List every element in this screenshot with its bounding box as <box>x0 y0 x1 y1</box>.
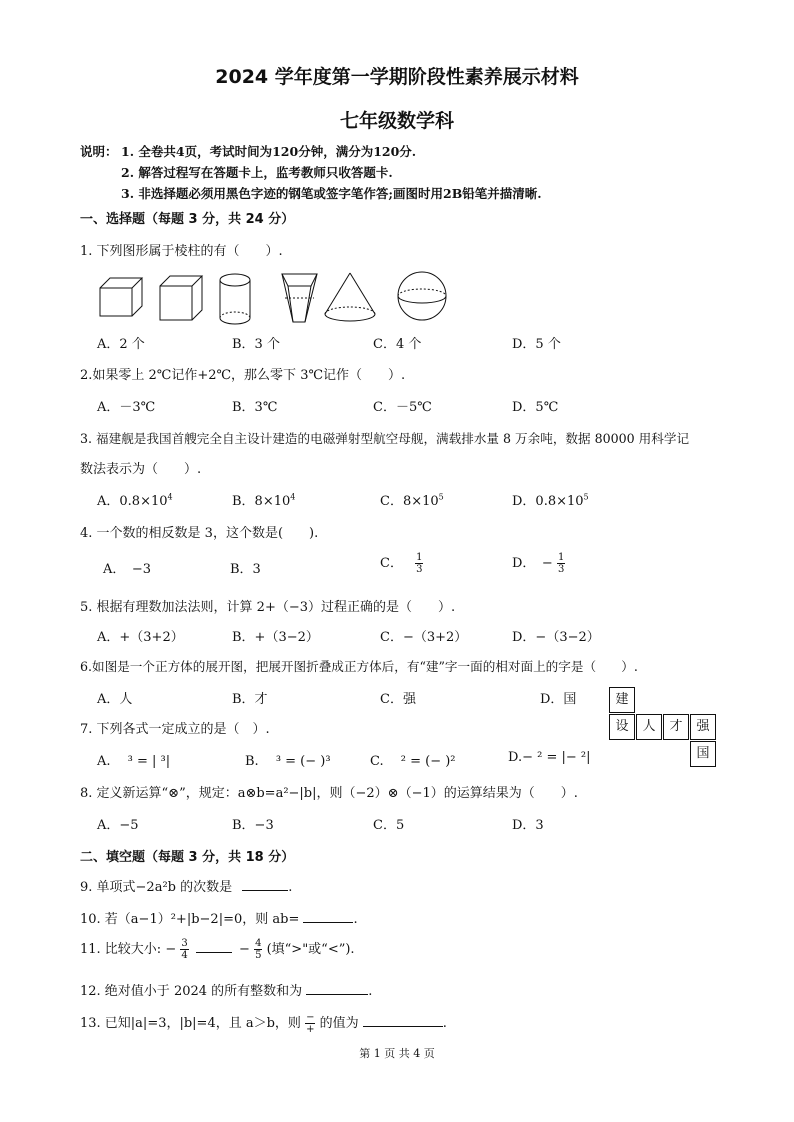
q11-f2-num: 4 <box>255 938 262 949</box>
question-6: 6.如图是一个正方体的展开图，把展开图折叠成正方体后，有“建”字一面的相对面上的字是（ ）. <box>80 659 638 674</box>
q3-option-a-exp: 4 <box>167 492 173 502</box>
q6-option-b: B．才 <box>232 692 268 707</box>
q3-option-d <box>512 490 589 509</box>
question-3-line-2: 数法表示为（ ）. <box>80 462 202 477</box>
q3-option-b-base: B．8×10 <box>232 494 291 509</box>
q4-option-c-fraction <box>415 552 423 575</box>
q7-option-a: A. ³ = | ³| <box>97 754 171 769</box>
q4-option-c-label: C． <box>380 556 403 571</box>
q11-fraction-1 <box>180 938 188 961</box>
cuboid-icon <box>100 278 142 316</box>
q3-option-c-exp: 5 <box>438 492 444 502</box>
question-3-line-1: 3. 福建舰是我国首艘完全自主设计建造的电磁弹射型航空母舰，满载排水量 8 万余吨，数据 80000 用科学记 <box>80 431 690 446</box>
question-12: 12. 绝对值小于 2024 的所有整数和为 . <box>80 984 373 999</box>
cylinder-icon <box>220 274 250 324</box>
question-13: 13. 已知|a|=3，|b|=4，且 a＞b，则 $\frac{-}{+}$ 的值为 . <box>80 1012 447 1035</box>
net-cell-cai: 才 <box>663 714 689 740</box>
q4-d-numerator: 1 <box>557 552 565 563</box>
q5-option-a: A．+（3+2） <box>97 630 184 645</box>
page-footer: 第 1 页 共 4 页 <box>359 1047 435 1060</box>
q10-answer-blank <box>303 910 353 923</box>
q12-answer-blank <box>306 982 368 995</box>
q8-option-b: B．−3 <box>232 818 274 833</box>
q3-option-a <box>97 490 173 509</box>
instruction-line-3: 3. 非选择题必须用黑色字迹的钢笔或签字笔作答;画图时用2B铅笔并描清晰. <box>121 186 542 201</box>
q4-c-numerator: 1 <box>416 552 423 563</box>
frustum-icon <box>282 274 317 322</box>
q11-answer-blank <box>196 940 232 953</box>
q1-option-b: B．3 个 <box>232 337 280 352</box>
q11-f1-den: 4 <box>181 950 188 961</box>
q1-option-a: A．2 个 <box>97 337 145 352</box>
question-9: 9. 单项式−2a²b 的次数是 . <box>80 880 293 895</box>
q11-prefix: 11. 比较大小: − <box>80 942 177 957</box>
instructions-label: 说明： <box>80 144 118 159</box>
section-heading-fill: 二、填空题（每题 3 分，共 18 分） <box>80 850 295 865</box>
q3-option-c <box>380 490 444 509</box>
q3-option-d-exp: 5 <box>583 492 589 502</box>
exam-title: 2024 学年度第一学期阶段性素养展示材料 <box>215 66 579 88</box>
q7-option-c: C. ² = (− )² <box>370 754 456 769</box>
question-10-text: 10. 若（a−1）²+|b−2|=0，则 ab= <box>80 912 300 927</box>
instruction-line-2: 2. 解答过程写在答题卡上，监考教师只收答题卡. <box>121 165 393 180</box>
question-9-text: 9. 单项式−2a²b 的次数是 <box>80 880 233 895</box>
q2-option-d: D．5℃ <box>512 400 559 415</box>
q3-option-c-base: C．8×10 <box>380 494 439 509</box>
q4-option-a: A． −3 <box>103 562 152 577</box>
q8-option-a: A．−5 <box>97 818 139 833</box>
subject-title: 七年级数学科 <box>339 110 454 132</box>
q11-f1-num: 3 <box>181 938 188 949</box>
q2-option-c: C．－5℃ <box>373 400 432 415</box>
question-1: 1. 下列图形属于棱柱的有（ ）. <box>80 244 283 259</box>
section-heading-choice: 一、选择题（每题 3 分，共 24 分） <box>80 212 295 227</box>
q13-f-num: − <box>306 1012 315 1023</box>
q8-option-d: D．3 <box>512 818 544 833</box>
question-4: 4. 一个数的相反数是 3，这个数是( ). <box>80 526 319 541</box>
question-7: 7. 下列各式一定成立的是（ ）. <box>80 722 270 737</box>
q1-option-c: C．4 个 <box>373 337 422 352</box>
q3-option-b-exp: 4 <box>290 492 296 502</box>
q3-option-d-base: D．0.8×10 <box>512 494 584 509</box>
q5-option-b: B．+（3−2） <box>232 630 319 645</box>
net-cell-qiang: 强 <box>690 714 716 740</box>
q11-fraction-2 <box>254 938 262 961</box>
q1-option-d: D．5 个 <box>512 337 561 352</box>
q13-answer-blank <box>363 1014 443 1027</box>
q3-option-a-base: A．0.8×10 <box>97 494 168 509</box>
q11-f2-den: 5 <box>255 950 262 961</box>
q4-option-d-label: D． − <box>512 556 553 571</box>
instruction-line-1: 1. 全卷共4页，考试时间为120分钟，满分为120分. <box>121 144 417 159</box>
question-8: 8. 定义新运算“⊗”，规定：a⊗b=a²−|b|，则（−2）⊗（−1）的运算结果为（ ）. <box>80 786 578 801</box>
q13-prefix: 13. 已知|a|=3，|b|=4，且 a＞b，则 <box>80 1016 301 1031</box>
q2-option-b: B．3℃ <box>232 400 278 415</box>
q9-answer-blank <box>242 878 288 891</box>
q3-option-b <box>232 490 295 509</box>
q13-suffix: 的值为 <box>319 1016 359 1031</box>
q4-option-c <box>380 552 423 575</box>
q4-c-denominator: 3 <box>416 564 423 575</box>
q7-option-d: D.− ² = |− ²| <box>508 750 591 765</box>
cube-icon <box>160 276 202 320</box>
net-cell-guo: 国 <box>690 741 716 767</box>
q6-option-d: D．国 <box>540 692 577 707</box>
sphere-icon <box>398 272 446 320</box>
question-2: 2.如果零上 2℃记作+2℃，那么零下 3℃记作（ ）. <box>80 368 406 383</box>
q11-suffix: (填“>"或“<”). <box>266 942 355 957</box>
question-11 <box>80 938 355 961</box>
q7-option-b: B. ³ = (− )³ <box>245 754 331 769</box>
q4-option-d <box>512 552 565 575</box>
q5-option-d: D．−（3−2） <box>512 630 600 645</box>
q6-option-a: A．人 <box>97 692 133 707</box>
q5-option-c: C．−（3+2） <box>380 630 468 645</box>
net-cell-jian: 建 <box>609 687 635 713</box>
q4-option-b: B．3 <box>230 562 261 577</box>
cube-net-diagram <box>609 687 717 769</box>
question-12-text: 12. 绝对值小于 2024 的所有整数和为 <box>80 984 303 999</box>
q13-f-den: + <box>306 1024 315 1035</box>
question-5: 5. 根据有理数加法法则，计算 2+（−3）过程正确的是（ ）. <box>80 600 456 615</box>
q6-option-c: C．强 <box>380 692 416 707</box>
cone-icon <box>325 273 375 321</box>
q4-d-denominator: 3 <box>557 564 565 575</box>
question-10: 10. 若（a−1）²+|b−2|=0，则 ab= . <box>80 912 358 927</box>
net-cell-she: 设 <box>609 714 635 740</box>
q13-fraction <box>305 1012 315 1035</box>
net-cell-ren: 人 <box>636 714 662 740</box>
q4-option-d-fraction <box>557 552 565 575</box>
q8-option-c: C．5 <box>373 818 405 833</box>
solid-figures-illustration <box>95 268 475 328</box>
q2-option-a: A．－3℃ <box>97 400 156 415</box>
q11-minus: − <box>239 942 250 957</box>
